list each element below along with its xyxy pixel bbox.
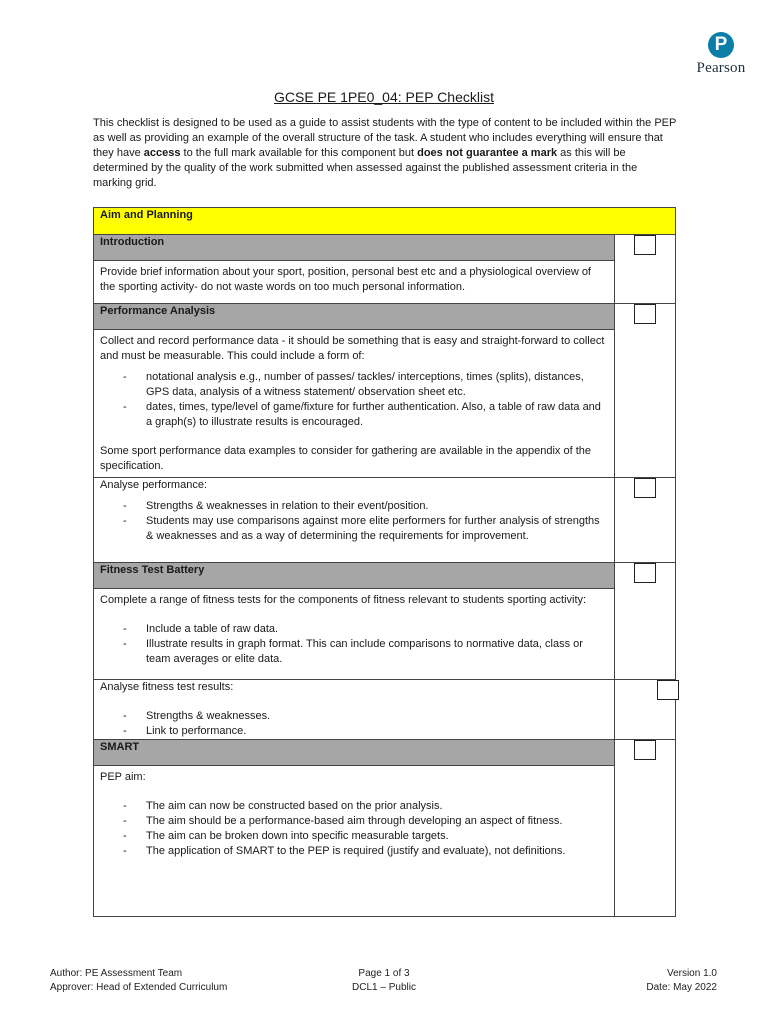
footer-classification: DCL1 – Public [352, 982, 416, 993]
footer-author: Author: PE Assessment Team [50, 968, 183, 979]
intro-text: This checklist is designed to be used as a guide to assist students with the type of content to be included within the PEP as well as providing an example of the overall structure of the task. A student who includes everything will ensure that they have [93, 117, 677, 159]
collect-data-cell [94, 330, 615, 478]
footer-version: Version 1.0 [666, 968, 717, 979]
pep-checklist-table [93, 207, 676, 917]
list-item: - Strengths & weaknesses in relation to their event/position. [100, 499, 608, 514]
analyse-fitness-list [100, 709, 608, 739]
list-item: - The aim can now be constructed based on the prior analysis. [100, 799, 608, 814]
list-item: - Students may use comparisons against more elite performers for further analysis of strengths & weaknesses and as a way of determining the requirements for improvement. [100, 514, 608, 544]
list-item: - Illustrate results in graph format. This can include comparisons to normative data, class or team averages or elite data. [100, 637, 608, 667]
collect-data-list [100, 370, 608, 430]
list-item: - The aim should be a performance-based aim through developing an aspect of fitness. [100, 814, 608, 829]
introduction-checkbox[interactable] [634, 235, 656, 255]
footer-date: Date: May 2022 [646, 982, 717, 993]
list-item: - The application of SMART to the PEP is required (justify and evaluate), not definitions. [100, 844, 608, 859]
subheader-introduction: Introduction [94, 235, 615, 261]
intro-bold-guarantee: does not guarantee a mark [417, 147, 558, 159]
fitness-tests-text: Complete a range of fitness tests for the components of fitness relevant to students sporting activity: [100, 594, 587, 606]
smart-checkbox[interactable] [634, 740, 656, 760]
intro-text: as this will be determined by the quality of the work submitted when assessed against the published assessment criteria in the marking grid. [93, 147, 638, 189]
analyse-fitness-checkbox[interactable] [657, 680, 679, 700]
fitness-tests-cell [94, 589, 615, 680]
intro-paragraph [93, 116, 678, 191]
checkbox-cell [615, 478, 676, 563]
checkbox-cell [615, 563, 676, 680]
list-item: - Include a table of raw data. [100, 622, 608, 637]
smart-cell [94, 766, 615, 917]
checkbox-cell [615, 304, 676, 478]
section-aim-planning: Aim and Planning [94, 208, 676, 235]
pearson-p-icon: P [708, 32, 734, 58]
smart-list [100, 799, 608, 859]
pearson-wordmark: Pearson [696, 60, 746, 76]
analyse-performance-checkbox[interactable] [634, 478, 656, 498]
introduction-cell [94, 261, 615, 304]
analyse-performance-text: Analyse performance: [100, 479, 207, 491]
collect-data-text: Collect and record performance data - it should be something that is easy and straight-forward to collect and must be measurable. This could include a form of: [100, 335, 605, 362]
footer-version-block [646, 967, 717, 995]
fitness-tests-list [100, 622, 608, 667]
fitness-tests-checkbox[interactable] [634, 563, 656, 583]
analyse-fitness-cell [94, 680, 615, 740]
subheader-smart: SMART [94, 740, 615, 766]
subheader-performance-analysis: Performance Analysis [94, 304, 615, 330]
checkbox-cell [615, 680, 676, 740]
list-item: - notational analysis e.g., number of passes/ tackles/ interceptions, times (splits), distances, GPS data, analysis of a witness statement/ observation sheet etc. [100, 370, 608, 400]
footer-page-block [284, 967, 484, 995]
collect-data-note: Some sport performance data examples to consider for gathering are available in the appendix of the specification. [100, 445, 592, 472]
analyse-performance-list [100, 499, 608, 544]
subheader-fitness-test-battery: Fitness Test Battery [94, 563, 615, 589]
pearson-logo [680, 26, 764, 82]
list-item: - dates, times, type/level of game/fixture for further authentication. Also, a table of raw data and a graph(s) to illustrate results is encouraged. [100, 400, 608, 430]
page-title: GCSE PE 1PE0_04: PEP Checklist [274, 89, 494, 105]
intro-text: to the full mark available for this component but [180, 147, 418, 159]
smart-text: PEP aim: [100, 771, 146, 783]
footer-approver: Approver: Head of Extended Curriculum [50, 982, 228, 993]
checkbox-cell [615, 235, 676, 304]
list-item: - The aim can be broken down into specific measurable targets. [100, 829, 608, 844]
intro-bold-access: access [143, 147, 181, 159]
list-item: - Link to performance. [100, 724, 608, 739]
checkbox-cell [615, 740, 676, 917]
footer-page-number: Page 1 of 3 [358, 968, 410, 979]
footer-author-block [50, 967, 227, 995]
introduction-text: Provide brief information about your sport, position, personal best etc and a physiological overview of the sporting activity- do not waste words on too much personal information. [100, 266, 591, 293]
analyse-fitness-text: Analyse fitness test results: [100, 681, 234, 693]
analyse-performance-cell [94, 478, 615, 563]
collect-data-checkbox[interactable] [634, 304, 656, 324]
list-item: - Strengths & weaknesses. [100, 709, 608, 724]
